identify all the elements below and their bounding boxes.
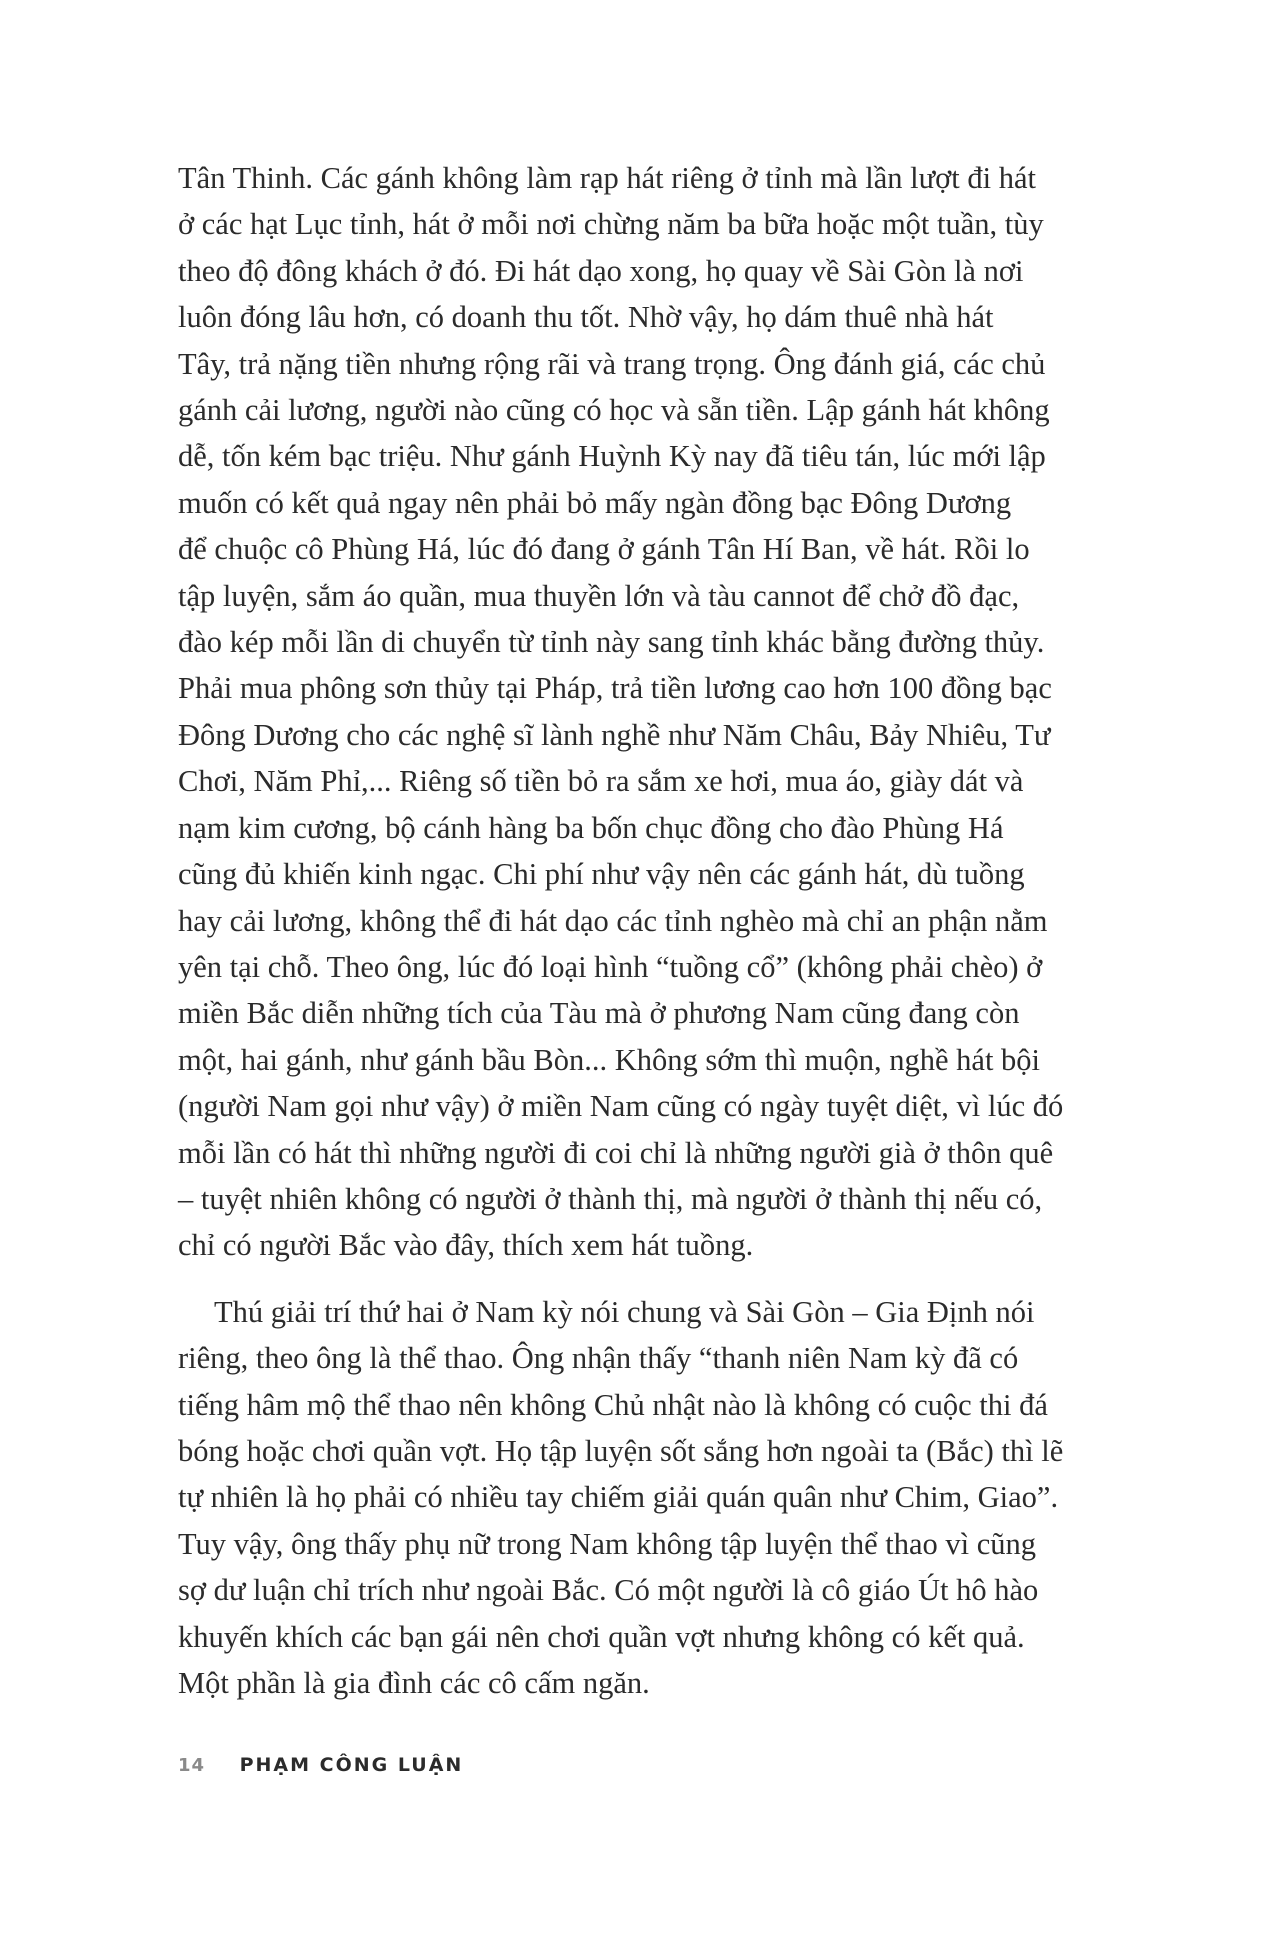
text-line: ở các hạt Lục tỉnh, hát ở mỗi nơi chừng năm ba bữa hoặc một tuần, tùy	[178, 207, 1044, 242]
text-line: theo độ đông khách ở đó. Đi hát dạo xong, họ quay về Sài Gòn là nơi	[178, 253, 1024, 288]
text-line: chỉ có người Bắc vào đây, thích xem hát tuồng.	[178, 1228, 754, 1263]
text-line: tập luyện, sắm áo quần, mua thuyền lớn và tàu cannot để chở đồ đạc,	[178, 578, 1020, 613]
text-line: Tân Thinh. Các gánh không làm rạp hát riêng ở tỉnh mà lần lượt đi hát	[178, 161, 1036, 195]
paragraph-gap	[178, 1269, 1108, 1289]
page-number: 14	[178, 1755, 206, 1776]
text-line: Chơi, Năm Phỉ,... Riêng số tiền bỏ ra sắm xe hơi, mua áo, giày dát và	[178, 764, 1024, 799]
text-line: Phải mua phông sơn thủy tại Pháp, trả tiền lương cao hơn 100 đồng bạc	[178, 671, 1052, 706]
text-line: cũng đủ khiến kinh ngạc. Chi phí như vậy nên các gánh hát, dù tuồng	[178, 857, 1025, 892]
text-line: dễ, tốn kém bạc triệu. Như gánh Huỳnh Kỳ nay đã tiêu tán, lúc mới lập	[178, 439, 1046, 474]
text-line: đào kép mỗi lần di chuyển từ tỉnh này sang tỉnh khác bằng đường thủy.	[178, 625, 1045, 660]
author-name: PHẠM CÔNG LUẬN	[239, 1754, 464, 1776]
text-line: – tuyệt nhiên không có người ở thành thị, mà người ở thành thị nếu có,	[178, 1181, 1043, 1216]
body-text	[178, 155, 1108, 1706]
paragraph-1	[178, 155, 1108, 1269]
text-line: để chuộc cô Phùng Há, lúc đó đang ở gánh Tân Hí Ban, về hát. Rồi lo	[178, 532, 1030, 567]
text-line: Tây, trả nặng tiền nhưng rộng rãi và trang trọng. Ông đánh giá, các chủ	[178, 346, 1046, 381]
paragraph-2	[178, 1289, 1108, 1707]
text-line: tự nhiên là họ phải có nhiều tay chiếm giải quán quân như Chim, Giao”.	[178, 1480, 1059, 1515]
text-line: (người Nam gọi như vậy) ở miền Nam cũng có ngày tuyệt diệt, vì lúc đó	[178, 1089, 1064, 1124]
text-line: miền Bắc diễn những tích của Tàu mà ở phương Nam cũng đang còn	[178, 996, 1020, 1031]
text-line: riêng, theo ông là thể thao. Ông nhận thấy “thanh niên Nam kỳ đã có	[178, 1341, 1019, 1376]
text-line: Thú giải trí thứ hai ở Nam kỳ nói chung và Sài Gòn – Gia Định nói	[214, 1294, 1035, 1329]
text-line: nạm kim cương, bộ cánh hàng ba bốn chục đồng cho đào Phùng Há	[178, 810, 1004, 845]
text-line: một, hai gánh, như gánh bầu Bòn... Không sớm thì muộn, nghề hát bội	[178, 1042, 1041, 1077]
text-line: bóng hoặc chơi quần vợt. Họ tập luyện sốt sắng hơn ngoài ta (Bắc) thì lẽ	[178, 1433, 1064, 1468]
text-line: Tuy vậy, ông thấy phụ nữ trong Nam không tập luyện thể thao vì cũng	[178, 1526, 1037, 1561]
text-line: gánh cải lương, người nào cũng có học và sẵn tiền. Lập gánh hát không	[178, 393, 1050, 428]
text-line: Đông Dương cho các nghệ sĩ lành nghề như Năm Châu, Bảy Nhiêu, Tư	[178, 717, 1051, 752]
text-line: hay cải lương, không thể đi hát dạo các tỉnh nghèo mà chỉ an phận nằm	[178, 903, 1048, 938]
text-line: khuyến khích các bạn gái nên chơi quần vợt nhưng không có kết quả.	[178, 1619, 1025, 1654]
text-line: mỗi lần có hát thì những người đi coi chỉ là những người già ở thôn quê	[178, 1135, 1054, 1170]
text-line: muốn có kết quả ngay nên phải bỏ mấy ngàn đồng bạc Đông Dương	[178, 485, 1012, 520]
text-line: sợ dư luận chỉ trích như ngoài Bắc. Có một người là cô giáo Út hô hào	[178, 1573, 1039, 1608]
text-line: Một phần là gia đình các cô cấm ngăn.	[178, 1666, 650, 1700]
page-footer	[178, 1754, 463, 1776]
text-line: yên tại chỗ. Theo ông, lúc đó loại hình “tuồng cổ” (không phải chèo) ở	[178, 949, 1043, 984]
text-line: luôn đóng lâu hơn, có doanh thu tốt. Nhờ vậy, họ dám thuê nhà hát	[178, 300, 994, 335]
text-line: tiếng hâm mộ thể thao nên không Chủ nhật nào là không có cuộc thi đá	[178, 1387, 1048, 1422]
